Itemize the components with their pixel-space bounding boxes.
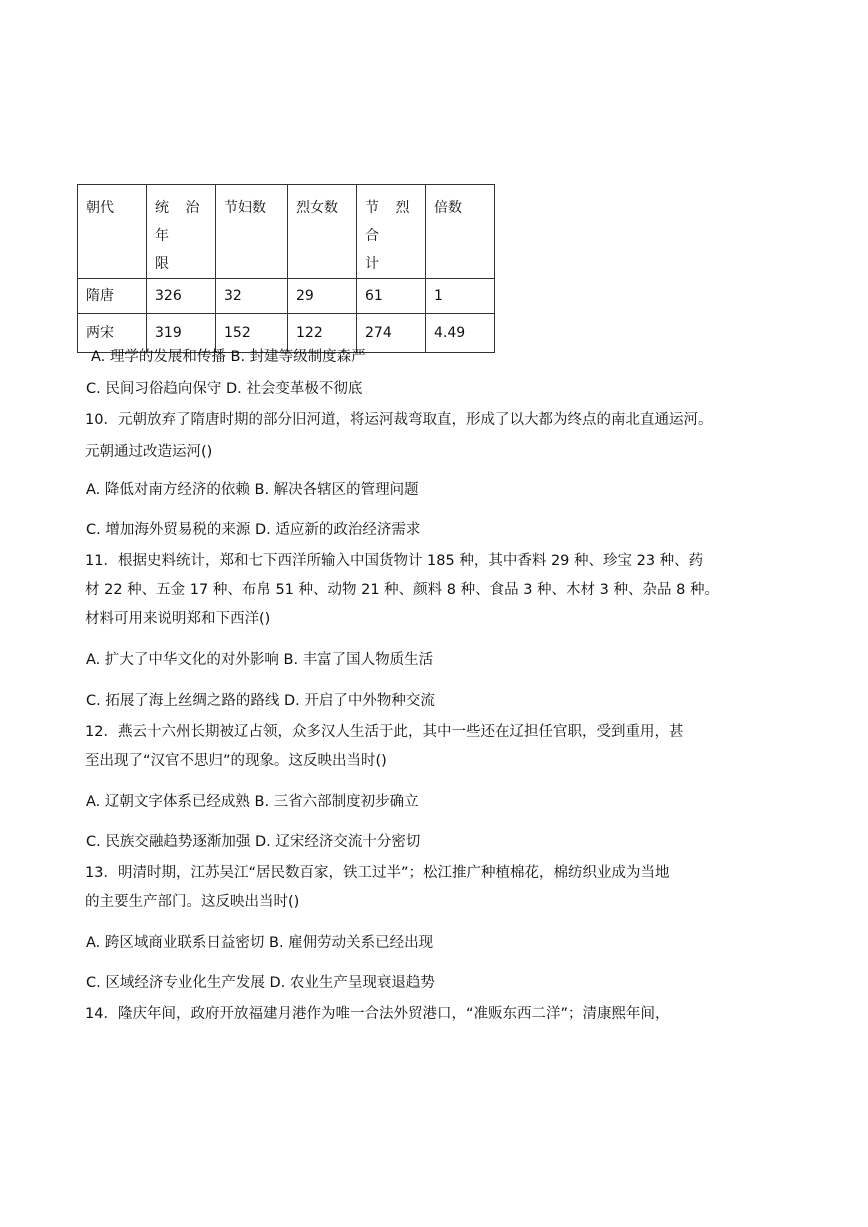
q12-stem-line2: 至出现了“汉官不思归”的现象。这反映出当时()	[85, 753, 387, 769]
header-cell-dynasty: 朝代	[78, 185, 147, 279]
header-cell-total-line1: 节 烈 合	[365, 200, 416, 244]
q13-stem-line1: 13．明清时期，江苏吴江“居民数百家，铁工过半”；松江推广种植棉花，棉纺织业成为当地	[85, 865, 670, 881]
table-cell: 319	[147, 314, 216, 353]
table-cell: 4.49	[426, 314, 495, 353]
q13-options-cd: C. 区域经济专业化生产发展 D. 农业生产呈现衰退趋势	[86, 975, 435, 991]
table-cell: 1	[426, 279, 495, 314]
header-cell-multiple: 倍数	[426, 185, 495, 279]
table-cell: 隋唐	[78, 279, 147, 314]
q10-stem-line1: 10．元朝放弃了隋唐时期的部分旧河道，将运河裁弯取直，形成了以大都为终点的南北直通运河。	[85, 412, 713, 428]
header-cell-chaste-widows: 节妇数	[216, 185, 288, 279]
q10-stem-line2: 元朝通过改造运河()	[85, 444, 213, 460]
header-cell-reign-years-line2: 限	[155, 256, 169, 272]
q12-stem-line1: 12．燕云十六州长期被辽占领，众多汉人生活于此，其中一些还在辽担任官职，受到重用，甚	[85, 724, 684, 740]
q9-options-cd: C. 民间习俗趋向保守 D. 社会变革极不彻底	[86, 381, 363, 397]
header-cell-total-line2: 计	[365, 256, 379, 272]
table-cell: 两宋	[78, 314, 147, 353]
q12-options-ab: A. 辽朝文字体系已经成熟 B. 三省六部制度初步确立	[86, 794, 419, 810]
table-header-row	[78, 185, 495, 279]
q11-stem-line2: 材 22 种、五金 17 种、布帛 51 种、动物 21 种、颜料 8 种、食品 3 种、木材 3 种、杂品 8 种。	[85, 582, 719, 598]
header-cell-martyred-women: 烈女数	[288, 185, 357, 279]
q12-options-cd: C. 民族交融趋势逐渐加强 D. 辽宋经济交流十分密切	[86, 834, 421, 850]
header-cell-total	[357, 185, 426, 279]
q13-options-ab: A. 跨区域商业联系日益密切 B. 雇佣劳动关系已经出现	[86, 935, 434, 951]
table-cell: 29	[288, 279, 357, 314]
q11-stem-line3: 材料可用来说明郑和下西洋()	[85, 611, 271, 627]
table-cell: 152	[216, 314, 288, 353]
q11-options-ab: A. 扩大了中华文化的对外影响 B. 丰富了国人物质生活	[86, 652, 434, 668]
q9-options-ab: A. 理学的发展和传播 B. 封建等级制度森严	[91, 349, 366, 365]
table-cell: 122	[288, 314, 357, 353]
q10-options-ab: A. 降低对南方经济的依赖 B. 解决各辖区的管理问题	[86, 482, 419, 498]
q14-stem-line1: 14．隆庆年间，政府开放福建月港作为唯一合法外贸港口，“准贩东西二洋”；清康熙年间，	[85, 1006, 670, 1022]
data-table	[77, 184, 495, 353]
q10-options-cd: C. 增加海外贸易税的来源 D. 适应新的政治经济需求	[86, 522, 421, 538]
table-cell: 274	[357, 314, 426, 353]
table-cell: 61	[357, 279, 426, 314]
header-cell-reign-years-line1: 统 治 年	[155, 200, 206, 244]
table-row	[78, 279, 495, 314]
table-cell: 32	[216, 279, 288, 314]
table-cell: 326	[147, 279, 216, 314]
q13-stem-line2: 的主要生产部门。这反映出当时()	[85, 894, 300, 910]
q11-stem-line1: 11．根据史料统计，郑和七下西洋所输入中国货物计 185 种，其中香料 29 种、珍宝 23 种、药	[85, 553, 704, 569]
header-cell-reign-years	[147, 185, 216, 279]
q11-options-cd: C. 拓展了海上丝绸之路的路线 D. 开启了中外物种交流	[86, 693, 435, 709]
